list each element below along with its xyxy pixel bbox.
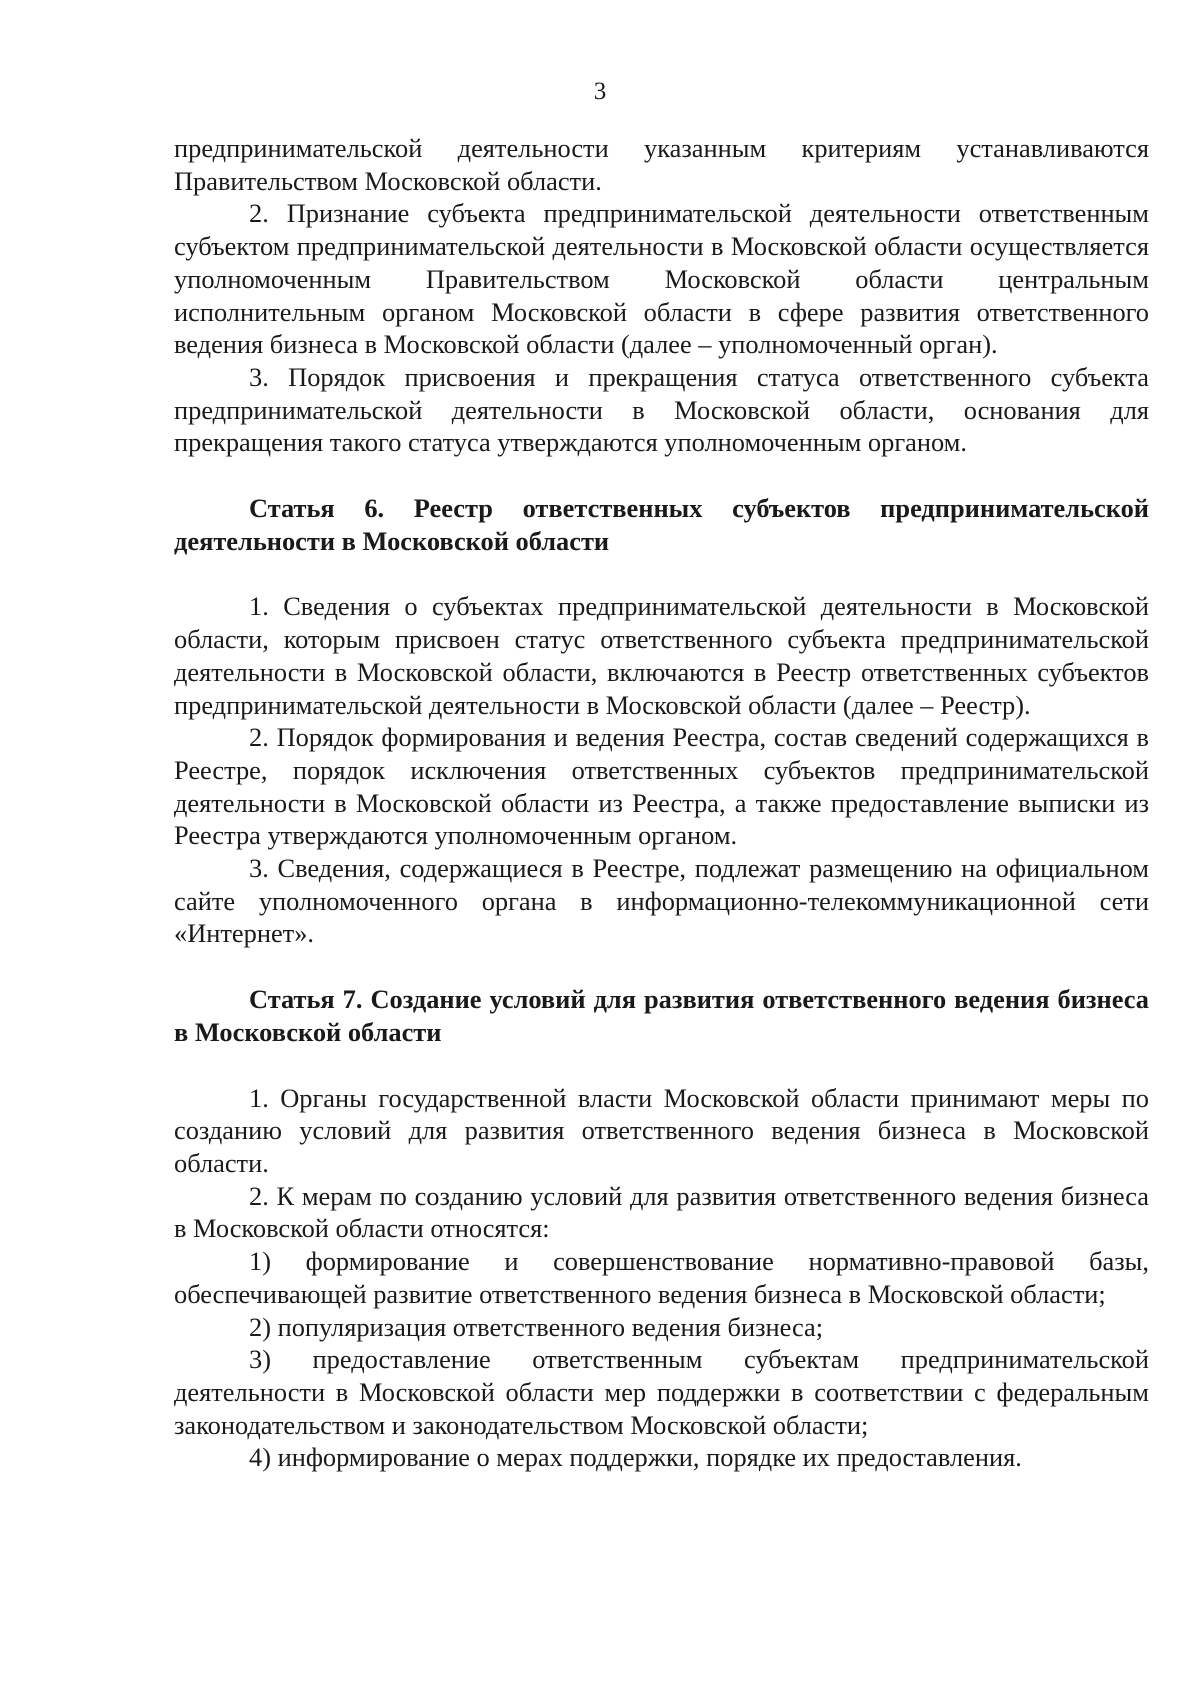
- paragraph-article5-item3: 3. Порядок присвоения и прекращения статуса ответственного субъекта предпринимательской деятельности в Московской области, основания для прекращения такого статуса утверждаются уполномоченным органом.: [174, 361, 1149, 458]
- paragraph-article6-item1: 1. Сведения о субъектах предпринимательской деятельности в Московской области, которым присвоен статус ответственного субъекта предпринимательской деятельности в Московской области, включаются в Реестр ответственных субъектов предпринимательской деятельности в Московской области (далее – Реестр).: [174, 591, 1149, 720]
- article6-heading: Статья 6. Реестр ответственных субъектов предпринимательской деятельности в Московской области: [174, 493, 1149, 556]
- list-item-measure-3: 3) предоставление ответственным субъектам предпринимательской деятельности в Московской области мер поддержки в соответствии с федеральным законодательством и законодательством Московской области;: [174, 1344, 1149, 1440]
- paragraph-continuation: предпринимательской деятельности указанным критериям устанавливаются Правительством Московской области.: [174, 133, 1149, 196]
- paragraph-article6-item2: 2. Порядок формирования и ведения Реестра, состав сведений содержащихся в Реестре, порядок исключения ответственных субъектов предпринимательской деятельности в Московской области из Реестра, а также предоставление выписки из Реестра утверждаются уполномоченным органом.: [174, 722, 1149, 851]
- list-item-measure-2: 2) популяризация ответственного ведения бизнеса;: [249, 1311, 824, 1342]
- article7-heading: Статья 7. Создание условий для развития ответственного ведения бизнеса в Московской области: [174, 984, 1149, 1047]
- paragraph-article7-item2: 2. К мерам по созданию условий для развития ответственного ведения бизнеса в Московской области относятся:: [174, 1180, 1149, 1244]
- paragraph-article5-item2: 2. Признание субъекта предпринимательской деятельности ответственным субъектом предпринимательской деятельности в Московской области осуществляется уполномоченным Правительством Московской области центральным исполнительным органом Московской области в сфере развития ответственного ведения бизнеса в Московской области (далее – уполномоченный орган).: [174, 198, 1149, 360]
- page-number: 3: [593, 78, 607, 105]
- paragraph-article7-item1: 1. Органы государственной власти Московской области принимают меры по созданию условий для развития ответственного ведения бизнеса в Московской области.: [174, 1082, 1149, 1178]
- paragraph-article6-item3: 3. Сведения, содержащиеся в Реестре, подлежат размещению на официальном сайте уполномоченного органа в информационно-телекоммуникационной сети «Интернет».: [174, 853, 1149, 949]
- list-item-measure-4: 4) информирование о мерах поддержки, порядке их предоставления.: [249, 1442, 1022, 1473]
- list-item-measure-1: 1) формирование и совершенствование нормативно-правовой базы, обеспечивающей развитие ответственного ведения бизнеса в Московской области;: [174, 1246, 1149, 1309]
- document-body: [174, 132, 1149, 1474]
